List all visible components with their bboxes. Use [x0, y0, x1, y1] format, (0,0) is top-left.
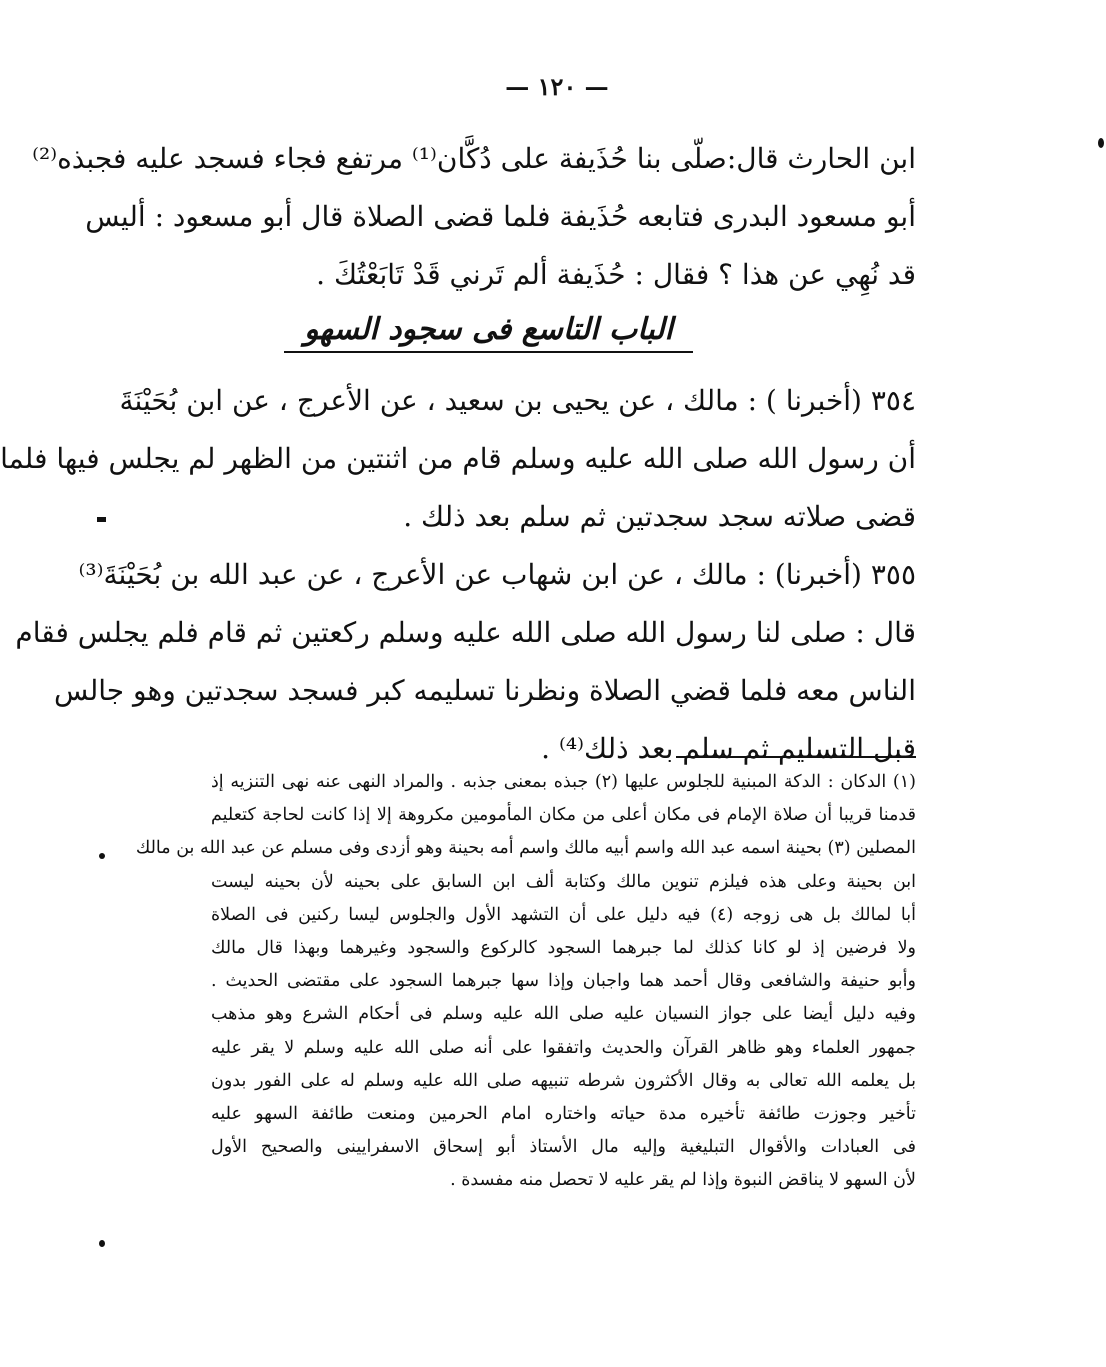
text-line: أبو مسعود البدرى فتابعه حُذَيفة فلما قضى الصلاة قال أبو مسعود : أليس	[85, 200, 916, 233]
footnote-line: بل يعلمه الله تعالى به وقال الأكثرون شرطه تنبيهه صلى الله عليه وسلم له على الفور بدون	[211, 1070, 916, 1091]
text-line: ٣٥٤ (أخبرنا ) : مالك ، عن يحيى بن سعيد ، عن الأعرج ، عن ابن بُحَيْنَةَ	[119, 384, 916, 417]
text-line: قضى صلاته سجد سجدتين ثم سلم بعد ذلك .	[403, 500, 916, 533]
footnote-divider	[676, 756, 916, 758]
scan-mark	[1098, 138, 1104, 148]
chapter-title-text: الباب التاسع فى سجود السهو	[284, 312, 693, 353]
main-text	[0, 130, 916, 778]
text-line: قال : صلى لنا رسول الله صلى الله عليه وسلم ركعتين ثم قام فلم يجلس فقام	[15, 616, 916, 649]
footnote-line: تأخير وجوزت طائفة تأخيره مدة حياته واختاره امام الحرمين ومنعت طائفة السهو عليه	[211, 1103, 916, 1124]
page-number: — ١٢٠ —	[505, 72, 609, 101]
chapter-title	[211, 312, 916, 360]
footnote-line: لأن السهو لا يناقض النبوة وإذا لم يقر عليه لا تحصل منه مفسدة .	[450, 1170, 916, 1191]
text-line: قد نُهِي عن هذا ؟ فقال : حُذَيفة ألم تَرني قَدْ تَابَعْتُكَ .	[316, 258, 916, 291]
footnote-line: ولا فرضين إذ لو كانا كذلك لما جبرهما السجود كالركوع والسجود وغيرهما وبهذا قال مالك	[211, 937, 916, 958]
footnote-line: المصلين (٣) بحينة اسمه عبد الله واسم أبيه مالك واسم أمه بحينة وهو أزدى وفى مسلم عن عبد الله بن مالك	[135, 838, 916, 859]
text-line: ابن الحارث قال:صلّى بنا حُذَيفة على دُكَّان⁽¹⁾ مرتفع فجاء فسجد عليه فجبذه⁽²⁾	[32, 142, 916, 175]
footnote-line: وفيه دليل أيضا على جواز النسيان عليه صلى الله عليه وسلم فى أحكام الشرع وهو مذهب	[211, 1004, 916, 1025]
footnote-line: أبا لمالك بل هى زوجه (٤) فيه دليل على أن التشهد الأول والجلوس ليسا ركنين فى الصلاة	[211, 904, 916, 925]
text-line: قبل التسليم ثم سلم بعد ذلك⁽⁴⁾ .	[541, 732, 916, 765]
text-line: ٣٥٥ (أخبرنا) : مالك ، عن ابن شهاب عن الأعرج ، عن عبد الله بن بُحَيْنَةَ⁽³⁾	[78, 558, 916, 591]
footnote-line: ابن بحينة وعلى هذه فيلزم تنوين مالك وكتابة ألف ابن السابق على بحينه لأن بحينه ليست	[211, 871, 916, 892]
footnote-line: جمهور العلماء وهو ظاهر القرآن والحديث واتفقوا على أنه صلى الله عليه وسلم لا يقر عليه	[211, 1037, 916, 1058]
footnote-line: وأبو حنيفة والشافعى وقال أحمد هما واجبان وإذا سها جبرهما السجود على مقتضى الحديث .	[211, 971, 916, 992]
scan-mark	[97, 517, 106, 522]
scan-mark	[99, 853, 105, 859]
footnote-line: قدمنا قريبا أن صلاة الإمام فى مكان أعلى من مكان المأمومين مكروهة إلا إذا كانت لحاجة كتعليم	[211, 805, 916, 826]
footnotes	[135, 766, 916, 1197]
scan-mark	[99, 1240, 105, 1247]
text-line: أن رسول الله صلى الله عليه وسلم قام من اثنتين من الظهر لم يجلس فيها فلما	[0, 442, 916, 475]
footnote-line: (١) الدكان : الدكة المبنية للجلوس عليها (٢) جبذه بمعنى جذبه . والمراد النهى عنه نهى التنزيه إذ	[211, 772, 916, 792]
text-line: الناس معه فلما قضي الصلاة ونظرنا تسليمه كبر فسجد سجدتين وهو جالس	[54, 674, 916, 707]
footnote-line: فى العبادات والأقوال التبليغية وإليه مال الأستاذ أبو إسحاق الاسفرايينى والصحيح الأول	[211, 1137, 916, 1158]
